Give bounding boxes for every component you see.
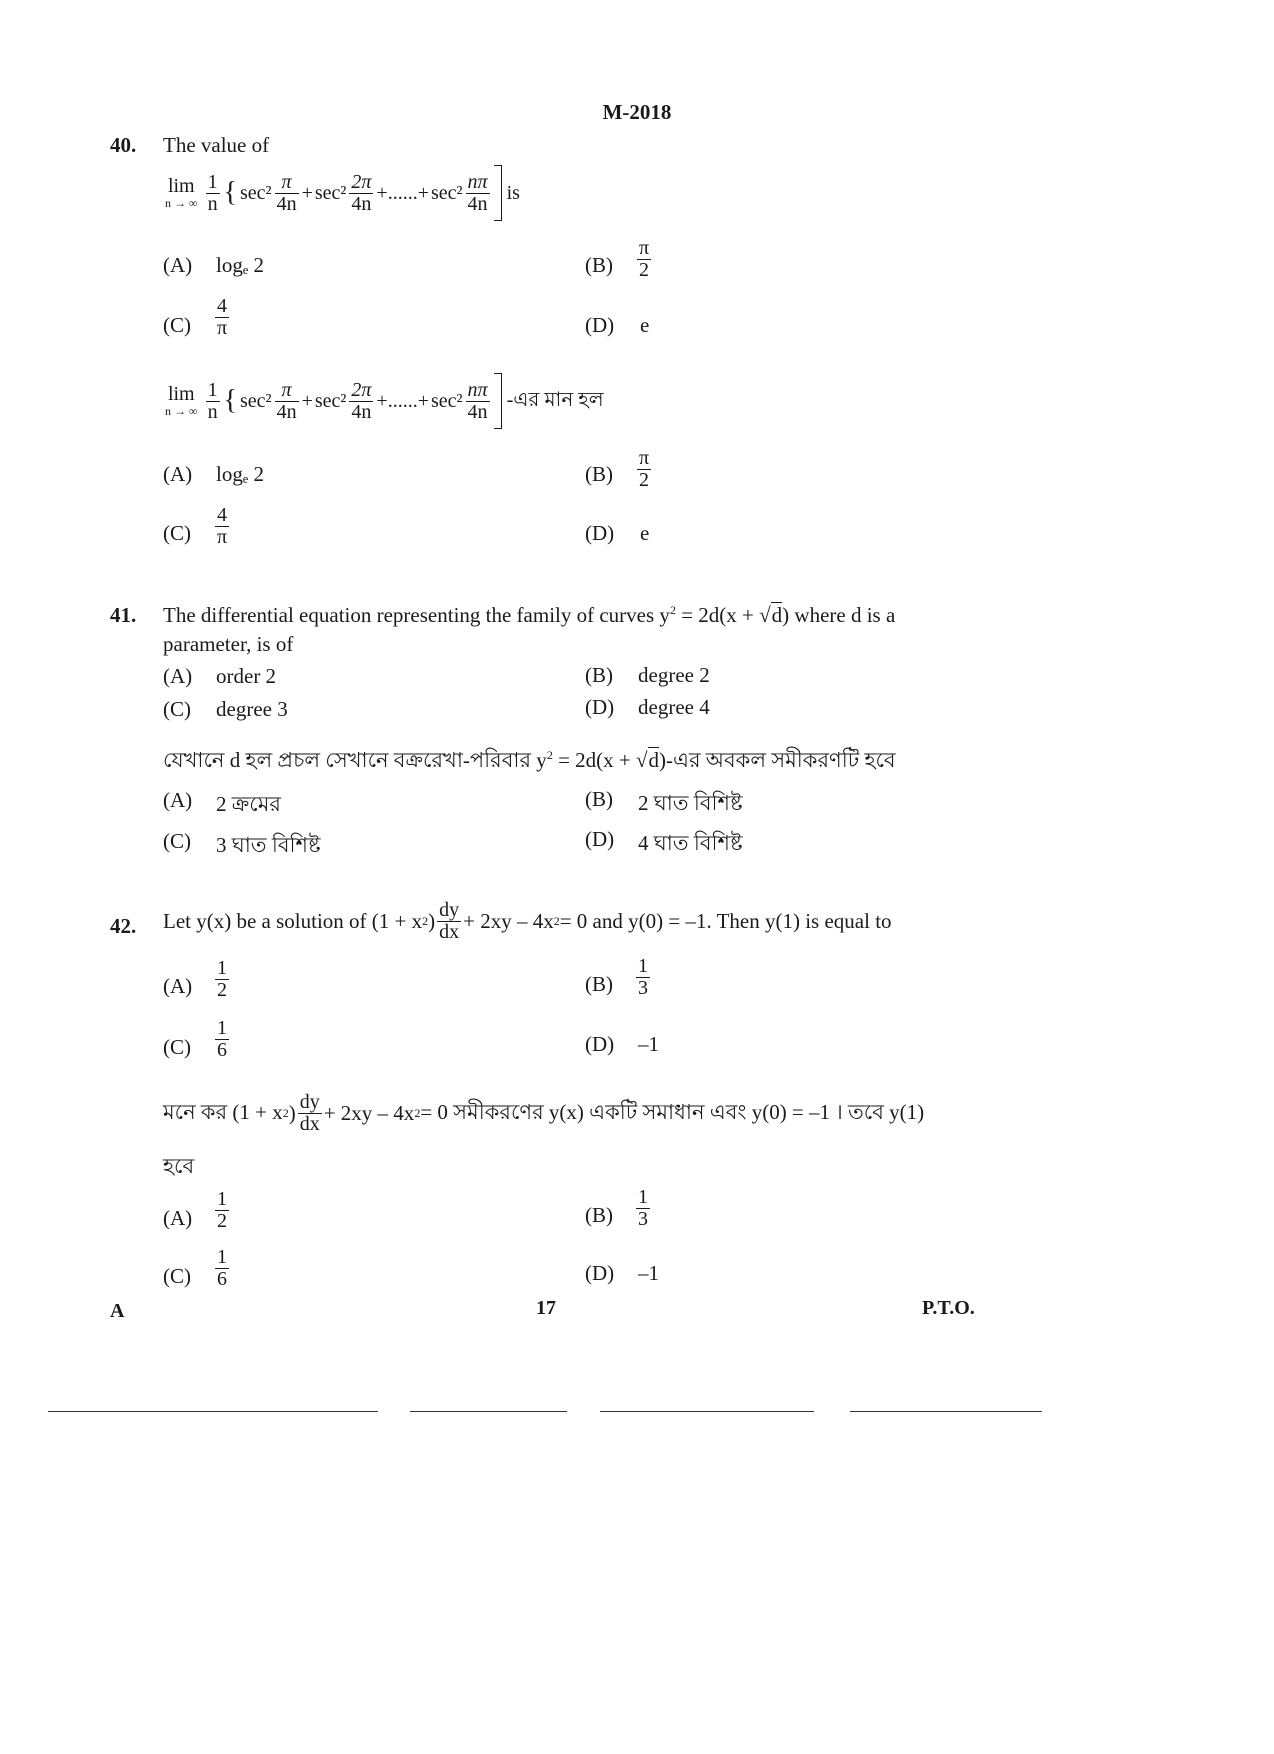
footer-pto: P.T.O. xyxy=(922,1297,975,1319)
q41-option-a-label: (A) xyxy=(163,664,193,688)
q42-bn-option-c-label: (C) xyxy=(163,1264,191,1288)
q41-option-b-value: degree 2 xyxy=(638,663,710,687)
question-42-number: 42. xyxy=(110,914,137,938)
q42-option-c-label: (C) xyxy=(163,1035,191,1059)
q42-bn-option-a-label: (A) xyxy=(163,1206,193,1230)
q41-option-a-value: order 2 xyxy=(216,664,277,688)
q40-bn-option-c-label: (C) xyxy=(163,521,191,545)
q41-bn-option-a-value: 2 ক্রমের xyxy=(216,792,281,816)
question-41-line2: parameter, is of xyxy=(163,632,294,656)
q42-option-b-label: (B) xyxy=(585,972,613,996)
q42-option-d-value: –1 xyxy=(638,1032,659,1056)
q40-option-a-label: (A) xyxy=(163,253,193,277)
question-41-line1: The differential equation representing the family of curves $y^2 = 2d(x + √d)$ where d is a xyxy=(163,603,896,627)
q42-bn-option-d-value: –1 xyxy=(638,1261,659,1285)
q40-bn-option-a-label: (A) xyxy=(163,462,193,486)
q40-bn-option-b-value: $\frac{\pi}{2}$ xyxy=(639,447,650,491)
q41-bn-option-b-label: (B) xyxy=(585,787,613,811)
question-42-bn-text: মনে কর (1 + x 2 ) $\frac{dy}{dx}$ + 2xy – 4x 2 = 0 সমীকরণের y(x) একটি সমাধান এবং y(0) = –1 । তবে y(1) xyxy=(163,1091,925,1135)
q41-bn-option-b-value: 2 ঘাত বিশিষ্ট xyxy=(638,791,743,815)
question-40-expression-bn: lim n → ∞ $\frac{1}{n}$ { sec² $\frac{\pi}{4n}$ + sec² $\frac{2\pi}{4n}$ +......+ sec² $\frac{n\pi}{4n}$ -এর মান হল xyxy=(165,373,605,429)
q40-option-b-label: (B) xyxy=(585,253,613,277)
question-42-bn-line2: হবে xyxy=(163,1154,195,1178)
divider-line xyxy=(600,1411,814,1412)
divider-line xyxy=(850,1411,1042,1412)
q42-bn-option-b-label: (B) xyxy=(585,1203,613,1227)
q41-bn-option-a-label: (A) xyxy=(163,788,193,812)
footer-left: A xyxy=(110,1300,125,1322)
q42-option-b-value: $\frac{1}{3}$ xyxy=(638,955,648,999)
q41-option-d-value: degree 4 xyxy=(638,695,710,719)
question-41-bn-text: যেখানে d হল প্রচল সেখানে বক্ররেখা-পরিবার $y^2 = 2d(x$ + √d)-এর অবকল সমীকরণটি হবে xyxy=(163,748,896,772)
q41-option-c-label: (C) xyxy=(163,697,191,721)
q40-option-c-value: $\frac{4}{\pi}$ xyxy=(217,295,228,339)
question-40-intro: The value of xyxy=(163,133,270,157)
q42-bn-option-d-label: (D) xyxy=(585,1261,615,1285)
q40-bn-suffix: -এর মান হল xyxy=(506,388,604,411)
question-41-number: 41. xyxy=(110,603,137,627)
q41-bn-option-d-value: 4 ঘাত বিশিষ্ট xyxy=(638,831,743,855)
question-42-text: Let y(x) be a solution of (1 + x 2 ) $\frac{dy}{dx}$ + 2xy – 4x 2 = 0 and y(0) = –1. Then y(1) is equal to xyxy=(163,899,892,943)
question-40-expression: lim n → ∞ $\frac{1}{n}$ { sec² $\frac{\pi}{4n}$ + sec² $\frac{2\pi}{4n}$ +......+ sec² $\frac{n\pi}{4n}$ is xyxy=(165,165,521,221)
q42-option-a-value: $\frac{1}{2}$ xyxy=(217,957,227,1001)
question-40-number: 40. xyxy=(110,133,137,157)
page-header: M-2018 xyxy=(602,100,672,124)
q41-bn-option-c-label: (C) xyxy=(163,829,191,853)
q41-bn-option-c-value: 3 ঘাত বিশিষ্ট xyxy=(216,833,321,857)
q40-option-b-value: $\frac{\pi}{2}$ xyxy=(639,237,650,281)
divider-line xyxy=(410,1411,567,1412)
q41-bn-option-d-label: (D) xyxy=(585,827,615,851)
q41-option-d-label: (D) xyxy=(585,695,615,719)
q42-option-c-value: $\frac{1}{6}$ xyxy=(217,1017,227,1061)
q42-bn-option-a-value: $\frac{1}{2}$ xyxy=(217,1188,227,1232)
q42-bn-option-b-value: $\frac{1}{3}$ xyxy=(638,1186,648,1230)
q40-option-d-label: (D) xyxy=(585,313,615,337)
q40-bn-option-c-value: $\frac{4}{\pi}$ xyxy=(217,504,228,548)
q40-bn-option-b-label: (B) xyxy=(585,462,613,486)
q40-bn-option-a-value: logₑ 2 xyxy=(216,462,264,486)
page-number: 17 xyxy=(536,1297,556,1319)
q42-option-d-label: (D) xyxy=(585,1032,615,1056)
q41-option-b-label: (B) xyxy=(585,663,613,687)
q42-bn-option-c-value: $\frac{1}{6}$ xyxy=(217,1246,227,1290)
q40-option-c-label: (C) xyxy=(163,313,191,337)
q41-option-c-value: degree 3 xyxy=(216,697,288,721)
divider-line xyxy=(48,1411,378,1412)
q40-option-d-value: e xyxy=(640,313,650,337)
q40-bn-option-d-value: e xyxy=(640,521,650,545)
q42-option-a-label: (A) xyxy=(163,974,193,998)
q40-option-a-value: logₑ 2 xyxy=(216,253,264,277)
q40-bn-option-d-label: (D) xyxy=(585,521,615,545)
